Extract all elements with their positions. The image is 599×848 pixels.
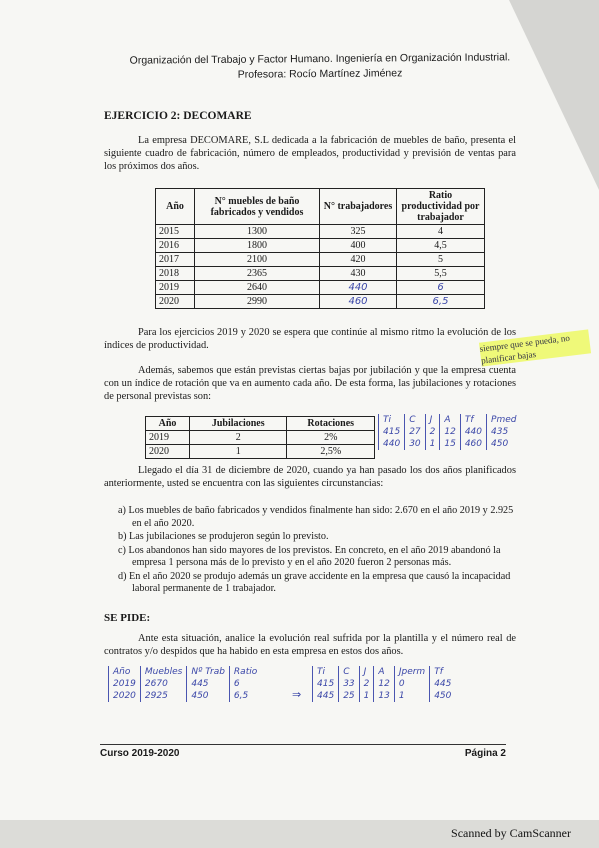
table-row: [156, 225, 485, 239]
cell-muebles: 2100: [195, 253, 320, 267]
hand-cell: 415: [313, 678, 339, 690]
cell-trabajadores: 400: [320, 239, 397, 253]
header-line-1: Organización del Trabajo y Factor Humano. Ingeniería en Organización Industrial.: [129, 51, 511, 67]
production-table: [155, 188, 485, 309]
hand-cell: 6: [229, 678, 261, 690]
hand-header-cell: Ratio: [229, 666, 261, 678]
table-row: [156, 281, 485, 295]
hand-cell: 33: [339, 678, 359, 690]
cell-ratio: 5: [397, 253, 485, 267]
hand-cell: 2020: [109, 690, 141, 702]
cell-ratio: 5,5: [397, 267, 485, 281]
handwritten-side-calculation: [378, 414, 520, 450]
retirement-paragraph: Además, sabemos que están previstas ciertas bajas por jubilación y que la empresa cuenta con un índice de rotación que va en aumento cada año. De esta forma, las jubilaciones y rotaciones de personal previstas son:: [104, 365, 516, 402]
cell-year: 2015: [156, 225, 195, 239]
hand-header-cell: J: [359, 666, 374, 678]
list-marker: a): [118, 505, 126, 516]
hand-cell: 2925: [140, 690, 186, 702]
hand-header-cell: C: [405, 414, 425, 426]
hand-cell: 435: [487, 426, 521, 438]
cell-muebles: 1300: [195, 225, 320, 239]
list-text: En el año 2020 se produjo además un grave accidente en la empresa que causó la incapacidad laboral permanente de 1 trabajador.: [129, 570, 511, 594]
list-text: Las jubilaciones se produjeron según lo previsto.: [129, 531, 329, 542]
cell-year: 2018: [156, 267, 195, 281]
table-row: [156, 239, 485, 253]
hand-cell: 445: [187, 678, 230, 690]
page-footer: [100, 744, 506, 759]
cell-rotaciones: 2%: [287, 431, 375, 445]
hand-cell: 450: [187, 690, 230, 702]
cell-ratio: 4,5: [397, 239, 485, 253]
cell-muebles: 2365: [195, 267, 320, 281]
list-text: Los muebles de baño fabricados y vendidos finalmente han sido: 2.670 en el año 2019 y 2.925 en el año 2020.: [128, 505, 514, 529]
hand-row: [109, 678, 262, 690]
rot-col-rotaciones: Rotaciones: [287, 417, 375, 431]
hand-cell: 415: [379, 426, 405, 438]
col-header-ratio: Ratio productividad por trabajador: [397, 189, 485, 225]
cell-year: 2017: [156, 253, 195, 267]
hand-cell: 440: [460, 426, 486, 438]
cell-muebles: 1800: [195, 239, 320, 253]
hand-cell: 30: [405, 438, 425, 450]
table-row: [146, 431, 375, 445]
cell-trabajadores: 430: [320, 267, 397, 281]
handwritten-margin-note: siempre que se pueda, no planificar bajas: [479, 329, 591, 366]
col-header-muebles: N° muebles de baño fabricados y vendidos: [195, 189, 320, 225]
hand-row: [109, 690, 262, 702]
exercise-title: EJERCICIO 2: DECOMARE: [104, 110, 252, 122]
hand-header-cell: Muebles: [140, 666, 186, 678]
hand-header-cell: Tf: [460, 414, 486, 426]
hand-cell: 450: [430, 690, 456, 702]
handwritten-left-calculation: [108, 666, 261, 702]
hand-row: [313, 690, 456, 702]
hand-row: [313, 678, 456, 690]
hand-cell: 27: [405, 426, 425, 438]
se-pide-heading: SE PIDE:: [104, 612, 151, 624]
list-item: [118, 505, 514, 530]
cell-year: 2019: [156, 281, 195, 295]
rot-col-jubilaciones: Jubilaciones: [190, 417, 287, 431]
hand-cell: 1: [394, 690, 429, 702]
productivity-paragraph: Para los ejercicios 2019 y 2020 se espera que continúe al mismo ritmo la evolución de los índices de productividad.: [104, 327, 516, 351]
cell-rotaciones: 2,5%: [287, 445, 375, 459]
camscanner-watermark: Scanned by CamScanner: [451, 826, 571, 840]
cell-jubilaciones: 2: [190, 431, 287, 445]
footer-page-number: Página 2: [464, 748, 506, 759]
hand-header-cell: A: [440, 414, 460, 426]
task-paragraph: Ante esta situación, analice la evolución real sufrida por la plantilla y el número real de contratos y/o despidos que ha habido en esta empresa en estos dos años.: [104, 633, 516, 657]
col-header-year: Año: [156, 189, 195, 225]
hand-cell: 450: [487, 438, 521, 450]
header-line-2: Profesora: Rocío Martínez Jiménez: [237, 67, 403, 81]
cell-year: 2020: [156, 295, 195, 309]
hand-header-cell: Jperm: [394, 666, 429, 678]
cell-muebles: 2990: [195, 295, 320, 309]
hand-header-cell: Ti: [313, 666, 339, 678]
hand-cell: 445: [313, 690, 339, 702]
hand-cell: 445: [430, 678, 456, 690]
list-marker: d): [118, 570, 127, 582]
document-header: [105, 50, 535, 84]
hand-header-cell: A: [374, 666, 394, 678]
hand-cell: 12: [440, 426, 460, 438]
page-curl-shadow: [509, 0, 599, 190]
cell-ratio: 6: [397, 281, 485, 295]
hand-cell: 1: [359, 690, 374, 702]
list-marker: b): [118, 531, 127, 542]
table-row: [156, 267, 485, 281]
cell-jubilaciones: 1: [190, 445, 287, 459]
production-table-header: [156, 189, 485, 225]
handwritten-right-calculation: [312, 666, 455, 702]
hand-row: [379, 426, 521, 438]
hand-cell: 440: [379, 438, 405, 450]
list-marker: c): [118, 544, 126, 556]
list-item: [118, 571, 514, 596]
cell-trabajadores: 460: [320, 295, 397, 309]
cell-muebles: 2640: [195, 281, 320, 295]
hand-cell: 25: [339, 690, 359, 702]
hand-cell: 1: [425, 438, 440, 450]
hand-header-cell: Nº Trab: [187, 666, 230, 678]
hand-cell: 2670: [140, 678, 186, 690]
col-header-trabajadores: N° trabajadores: [320, 189, 397, 225]
hand-header-cell: J: [425, 414, 440, 426]
cell-year: 2019: [146, 431, 190, 445]
cell-trabajadores: 440: [320, 281, 397, 295]
cell-year: 2016: [156, 239, 195, 253]
hand-cell: 460: [460, 438, 486, 450]
cell-year: 2020: [146, 445, 190, 459]
situation-intro-paragraph: Llegado el día 31 de diciembre de 2020, cuando ya han pasado los dos años planificados anteriormente, usted se encuentra con las siguientes circunstancias:: [104, 465, 516, 489]
hand-cell: 6,5: [229, 690, 261, 702]
rotation-table: [145, 416, 375, 459]
table-row: [146, 445, 375, 459]
cell-ratio: 4: [397, 225, 485, 239]
list-item: [118, 531, 514, 544]
hand-cell: 13: [374, 690, 394, 702]
table-row: [156, 295, 485, 309]
intro-paragraph: La empresa DECOMARE, S.L dedicada a la fabricación de muebles de baño, presenta el siguiente cuadro de fabricación, número de empleados, productividad y previsión de ventas para los próximos dos años.: [104, 135, 516, 172]
table-row: [156, 253, 485, 267]
hand-cell: 15: [440, 438, 460, 450]
hand-row: [379, 438, 521, 450]
hand-header-cell: Ti: [379, 414, 405, 426]
cell-ratio: 6,5: [397, 295, 485, 309]
hand-cell: 2: [425, 426, 440, 438]
arrow-icon: ⇒: [292, 688, 302, 701]
rotation-table-header: [146, 417, 375, 431]
footer-course: Curso 2019-2020: [100, 748, 180, 759]
hand-cell: 12: [374, 678, 394, 690]
cell-trabajadores: 325: [320, 225, 397, 239]
hand-cell: 0: [394, 678, 429, 690]
hand-header-cell: C: [339, 666, 359, 678]
hand-header-cell: Año: [109, 666, 141, 678]
rot-col-year: Año: [146, 417, 190, 431]
cell-trabajadores: 420: [320, 253, 397, 267]
list-text: Los abandonos han sido mayores de los previstos. En concreto, en el año 2019 abandonó la empresa 1 persona más de lo previsto y en el año 2020 fueron 2 personas más.: [128, 544, 501, 568]
situation-list: [118, 505, 514, 597]
hand-cell: 2: [359, 678, 374, 690]
list-item: [118, 545, 514, 570]
hand-cell: 2019: [109, 678, 141, 690]
hand-header-cell: Pmed: [487, 414, 521, 426]
hand-header-cell: Tf: [430, 666, 456, 678]
